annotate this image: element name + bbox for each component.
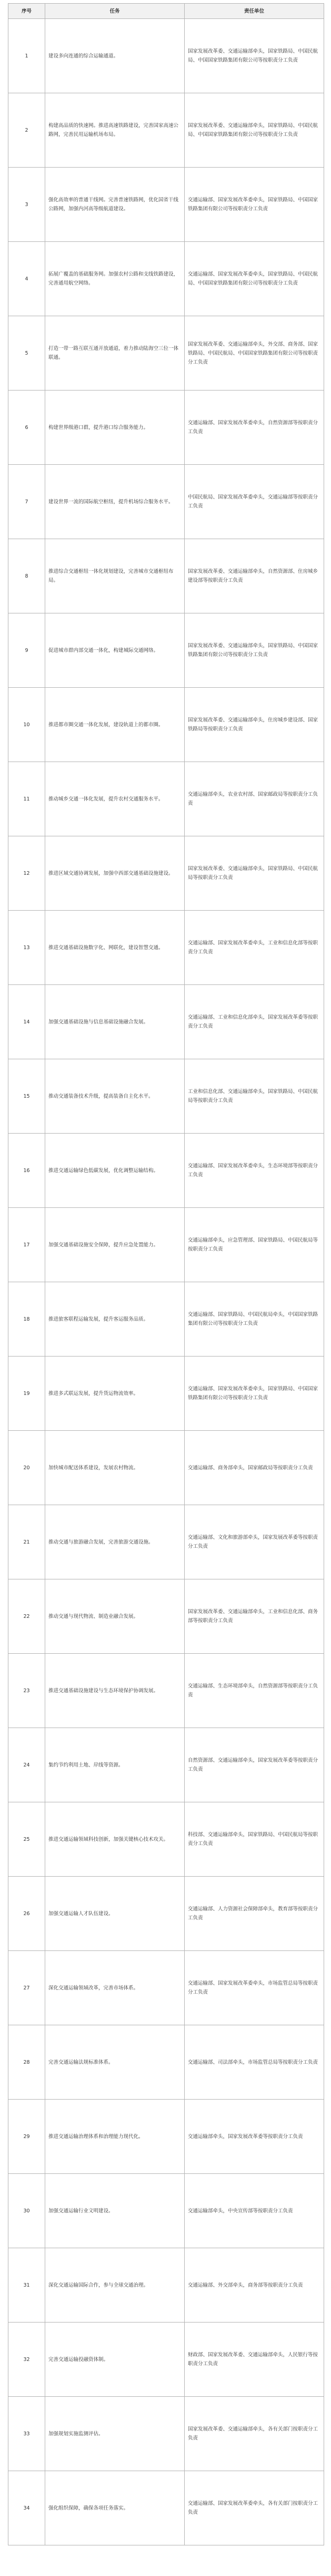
row-number: 24	[8, 1728, 45, 1802]
table-row	[8, 1877, 324, 1951]
task-text: 推进旅客联程运输发展，提升客运服务品质。	[48, 1316, 149, 1322]
row-units	[185, 93, 324, 167]
units-text: 国家发展改革委、交通运输部牵头，国家铁路局、中国国家铁路集团有限公司等按职责分工负责	[188, 643, 318, 658]
task-text: 深化交通运输领域改革，完善市场体系。	[48, 1985, 139, 1991]
row-units	[185, 2100, 324, 2173]
row-number: 20	[8, 1431, 45, 1505]
task-text: 建设多向连通的综合运输通道。	[48, 53, 119, 59]
table-row	[8, 1208, 324, 1282]
row-number: 3	[8, 168, 45, 241]
units-text: 科技部、交通运输部牵头，国家铁路局、中国民航局等按职责分工负责	[188, 1832, 318, 1847]
units-text: 交通运输部牵头，国家发展改革委等按职责分工负责	[188, 2133, 303, 2140]
units-text: 财政部、国家发展改革委、交通运输部牵头，人民银行等按职责分工负责	[188, 2352, 318, 2367]
task-text: 加强交通运输人才队伍建设。	[48, 1910, 114, 1917]
row-units	[185, 1654, 324, 1728]
table-row	[8, 1951, 324, 2025]
table-body	[8, 19, 324, 2545]
table-row	[8, 762, 324, 836]
task-text: 推动交通与现代物流、制造业融合发展。	[48, 1613, 139, 1619]
row-number: 31	[8, 2248, 45, 2322]
row-task	[45, 539, 185, 613]
row-number: 32	[8, 2323, 45, 2396]
row-task	[45, 1877, 185, 1950]
row-task	[45, 1728, 185, 1802]
table-row	[8, 1357, 324, 1431]
task-text: 强化高效率的普通干线网。完善普速铁路网，优化国省干线公路网，加强内河高等级航道建设。	[48, 197, 179, 212]
row-task	[45, 1579, 185, 1653]
units-text: 交通运输部、国家发展改革委牵头，市场监管总局等按职责分工负责	[188, 1980, 318, 1995]
row-units	[185, 2025, 324, 2099]
table-row	[8, 1579, 324, 1654]
units-text: 国家发展改革委、交通运输部牵头，国家铁路局、中国民航局、中国国家铁路集团有限公司等按职责分工负责	[188, 123, 318, 138]
row-task	[45, 316, 185, 390]
row-task	[45, 168, 185, 241]
row-task	[45, 1059, 185, 1133]
row-units	[185, 465, 324, 539]
units-text: 交通运输部、国家发展改革委牵头，工业和信息化部等按职责分工负责	[188, 940, 318, 955]
row-number: 15	[8, 1059, 45, 1133]
task-text: 加强交通基础设施与信息基础设施融合发展。	[48, 1019, 149, 1025]
units-text: 交通运输部、国家发展改革委牵头，各有关部门按职责分工负责	[188, 2501, 318, 2515]
header-task: 任务	[45, 4, 185, 18]
task-text: 加快城市配送体系建设，发展农村物流。	[48, 1465, 139, 1471]
units-text: 交通运输部、生态环境部牵头，自然资源部等按职责分工负责	[188, 1683, 318, 1698]
row-task	[45, 19, 185, 93]
header-units: 责任单位	[185, 4, 324, 18]
units-text: 中国民航局、国家发展改革委牵头，交通运输部等按职责分工负责	[188, 494, 318, 509]
row-number: 34	[8, 2471, 45, 2545]
task-text: 推进多式联运发展，提升货运物流效率。	[48, 1390, 139, 1397]
row-task	[45, 2471, 185, 2545]
units-text: 交通运输部、司法部牵头，市场监管总局等按职责分工负责	[188, 2059, 318, 2065]
row-task	[45, 688, 185, 762]
units-text: 交通运输部、国家铁路局、中国民航局牵头，中国国家铁路集团有限公司等按职责分工负责	[188, 1312, 318, 1326]
row-task	[45, 2174, 185, 2248]
table-row	[8, 2471, 324, 2545]
row-number: 10	[8, 688, 45, 762]
row-number: 30	[8, 2174, 45, 2248]
row-task	[45, 242, 185, 316]
task-text: 深化交通运输国际合作，参与全球交通治理。	[48, 2282, 149, 2288]
row-task	[45, 2397, 185, 2471]
units-text: 自然资源部、交通运输部牵头，国家发展改革委等按职责分工负责	[188, 1758, 318, 1772]
task-text: 强化组织保障，确保各项任务落实。	[48, 2505, 129, 2511]
units-text: 交通运输部牵头，中央宣传部等按职责分工负责	[188, 2208, 293, 2214]
units-text: 国家发展改革委、交通运输部牵头，国家铁路局、中国民航局、中国国家铁路集团有限公司等按职责分工负责	[188, 48, 318, 63]
units-text: 交通运输部、国家发展改革委牵头，生态环境部等按职责分工负责	[188, 1163, 318, 1178]
row-units	[185, 1951, 324, 2025]
units-text: 交通运输部、国家发展改革委牵头，国家铁路局、中国国家铁路集团有限公司等按职责分工负责	[188, 1386, 318, 1401]
task-text: 完善交通运输投融资体制。	[48, 2356, 109, 2363]
table-row	[8, 19, 324, 93]
row-task	[45, 2100, 185, 2173]
table-row	[8, 391, 324, 465]
row-number: 29	[8, 2100, 45, 2173]
task-text: 推进交通基础设施建设与生态环境保护协调发展。	[48, 1687, 159, 1694]
units-text: 国家发展改革委、交通运输部牵头，各有关部门按职责分工负责	[188, 2426, 318, 2441]
units-text: 交通运输部、国家发展改革委牵头，国家铁路局、中国民航局、中国国家铁路集团有限公司等按职责分工负责	[188, 271, 318, 286]
table-row	[8, 836, 324, 911]
row-units	[185, 242, 324, 316]
units-text: 交通运输部牵头，应急管理部、国家铁路局、中国民航局等按职责分工负责	[188, 1237, 318, 1252]
task-table	[8, 3, 324, 2545]
row-task	[45, 1431, 185, 1505]
units-text: 交通运输部、商务部牵头，国家邮政局等按职责分工负责	[188, 1465, 313, 1471]
row-units	[185, 985, 324, 1059]
task-text: 推进交通运输绿色低碳发展，优化调整运输结构。	[48, 1167, 159, 1174]
row-task	[45, 2248, 185, 2322]
table-row	[8, 465, 324, 539]
task-text: 推进区域交通协调发展，加强中西部交通基础设施建设。	[48, 870, 174, 876]
row-units	[185, 1134, 324, 1207]
table-row	[8, 688, 324, 762]
units-text: 交通运输部牵头，农业农村部、国家邮政局等按职责分工负责	[188, 792, 318, 806]
task-text: 推进都市圈交通一体化发展，建设轨道上的都市圈。	[48, 721, 164, 728]
units-text: 工业和信息化部、交通运输部牵头，国家铁路局、中国民航局等按职责分工负责	[188, 1089, 318, 1104]
row-number: 6	[8, 391, 45, 464]
table-row	[8, 168, 324, 242]
row-units	[185, 1208, 324, 1282]
header-number: 序号	[8, 4, 45, 18]
row-units	[185, 1282, 324, 1356]
task-text: 建设世界一流的国际航空枢纽，提升机场综合服务水平。	[48, 499, 174, 505]
row-number: 27	[8, 1951, 45, 2025]
row-task	[45, 1505, 185, 1579]
units-text: 交通运输部、文化和旅游部牵头，国家发展改革委等按职责分工负责	[188, 1535, 318, 1549]
row-number: 21	[8, 1505, 45, 1579]
row-task	[45, 1802, 185, 1876]
row-units	[185, 1431, 324, 1505]
units-text: 交通运输部、人力资源社会保障部牵头，教育部等按职责分工负责	[188, 1906, 318, 1921]
row-units	[185, 391, 324, 464]
table-row	[8, 1059, 324, 1134]
row-units	[185, 168, 324, 241]
row-task	[45, 613, 185, 687]
task-text: 构建世界级港口群，提升港口综合服务能力。	[48, 424, 149, 431]
row-task	[45, 1357, 185, 1430]
row-units	[185, 613, 324, 687]
table-row	[8, 2025, 324, 2100]
row-number: 19	[8, 1357, 45, 1430]
task-text: 加强交通运输行业文明建设。	[48, 2208, 114, 2214]
row-task	[45, 391, 185, 464]
units-text: 国家发展改革委、交通运输部牵头，住房城乡建设部、国家铁路局等按职责分工负责	[188, 717, 318, 732]
row-number: 12	[8, 836, 45, 910]
row-units	[185, 19, 324, 93]
task-text: 推进交通运输领域科技创新，加强关键核心技术攻关。	[48, 1836, 169, 1842]
table-row	[8, 613, 324, 688]
row-number: 33	[8, 2397, 45, 2471]
row-number: 23	[8, 1654, 45, 1728]
row-units	[185, 2397, 324, 2471]
row-task	[45, 1208, 185, 1282]
row-number: 28	[8, 2025, 45, 2099]
table-row	[8, 93, 324, 168]
row-task	[45, 985, 185, 1059]
task-text: 推动城乡交通一体化发展，提升农村交通服务水平。	[48, 796, 164, 802]
table-row	[8, 1431, 324, 1505]
task-text: 推动交通装备技术升级，提高装备自主化水平。	[48, 1093, 154, 1099]
units-text: 国家发展改革委、交通运输部牵头，国家铁路局、中国民航局等按职责分工负责	[188, 866, 318, 881]
row-number: 8	[8, 539, 45, 613]
row-task	[45, 911, 185, 984]
row-number: 16	[8, 1134, 45, 1207]
task-text: 推动交通与旅游融合发展，完善旅游交通设施。	[48, 1539, 154, 1545]
table-row	[8, 911, 324, 985]
row-task	[45, 1134, 185, 1207]
row-number: 14	[8, 985, 45, 1059]
row-number: 7	[8, 465, 45, 539]
row-task	[45, 762, 185, 836]
row-units	[185, 1357, 324, 1430]
table-header-row	[8, 4, 324, 19]
table-row	[8, 985, 324, 1059]
row-number: 4	[8, 242, 45, 316]
row-units	[185, 1802, 324, 1876]
table-row	[8, 1802, 324, 1877]
row-number: 13	[8, 911, 45, 984]
row-units	[185, 2248, 324, 2322]
row-units	[185, 1059, 324, 1133]
row-units	[185, 1579, 324, 1653]
task-text: 完善交通运输法规标准体系。	[48, 2059, 114, 2065]
units-text: 交通运输部、工业和信息化部牵头，国家发展改革委等按职责分工负责	[188, 1014, 318, 1029]
row-task	[45, 1654, 185, 1728]
row-units	[185, 316, 324, 390]
task-text: 加强交通基础设施安全保障，提升应急处置能力。	[48, 1242, 159, 1248]
task-text: 推进交通运输治理体系和治理能力现代化。	[48, 2133, 144, 2140]
units-text: 国家发展改革委、交通运输部牵头，自然资源部、住房城乡建设部等按职责分工负责	[188, 569, 318, 583]
row-units	[185, 911, 324, 984]
row-number: 26	[8, 1877, 45, 1950]
task-text: 打造一带一路互联互通开放通道，着力推动陆海空三位一体联通。	[48, 346, 179, 360]
row-number: 11	[8, 762, 45, 836]
table-row	[8, 539, 324, 613]
table-row	[8, 2248, 324, 2323]
units-text: 国家发展改革委、交通运输部牵头，外交部、商务部、国家铁路局、中国民航局、中国国家铁路集团有限公司等按职责分工负责	[188, 341, 318, 365]
table-row	[8, 1282, 324, 1357]
table-row	[8, 2397, 324, 2471]
task-text: 促进城市群内部交通一体化，构建城际交通网络。	[48, 647, 159, 653]
task-text: 推进交通基础设施数字化、网联化，建设智慧交通。	[48, 944, 164, 951]
row-units	[185, 1505, 324, 1579]
row-number: 2	[8, 93, 45, 167]
task-text: 集约节约利用土地、岸线等资源。	[48, 1762, 124, 1768]
row-number: 5	[8, 316, 45, 390]
task-text: 推进综合交通枢纽一体化规划建设，完善城市交通枢纽布局。	[48, 569, 174, 583]
units-text: 交通运输部、国家发展改革委牵头，国家铁路局、中国国家铁路集团有限公司等按职责分工负责	[188, 197, 318, 212]
row-number: 17	[8, 1208, 45, 1282]
table-row	[8, 2174, 324, 2248]
row-units	[185, 688, 324, 762]
units-text: 交通运输部、外交部牵头，商务部等按职责分工负责	[188, 2282, 303, 2288]
row-units	[185, 1877, 324, 1950]
table-row	[8, 242, 324, 316]
units-text: 国家发展改革委、交通运输部牵头，工业和信息化部、商务部等按职责分工负责	[188, 1609, 318, 1624]
row-units	[185, 2323, 324, 2396]
table-row	[8, 316, 324, 391]
row-number: 25	[8, 1802, 45, 1876]
task-text: 拓展广覆盖的基础服务网。加强农村公路和支线铁路建设，完善通用航空网络。	[48, 271, 179, 286]
row-units	[185, 539, 324, 613]
table-row	[8, 2100, 324, 2174]
table-row	[8, 2323, 324, 2397]
units-text: 交通运输部、国家发展改革委牵头，自然资源部等按职责分工负责	[188, 420, 318, 435]
table-row	[8, 1505, 324, 1579]
row-task	[45, 1282, 185, 1356]
row-units	[185, 762, 324, 836]
row-number: 22	[8, 1579, 45, 1653]
row-task	[45, 2323, 185, 2396]
row-number: 18	[8, 1282, 45, 1356]
row-units	[185, 2471, 324, 2545]
row-task	[45, 465, 185, 539]
task-text: 构建高品质的快速网。推进高速铁路建设，完善国家高速公路网，完善民用运输机场布局。	[48, 123, 179, 138]
table-row	[8, 1654, 324, 1728]
row-number: 1	[8, 19, 45, 93]
row-units	[185, 836, 324, 910]
row-units	[185, 1728, 324, 1802]
row-number: 9	[8, 613, 45, 687]
row-task	[45, 836, 185, 910]
row-task	[45, 1951, 185, 2025]
row-units	[185, 2174, 324, 2248]
task-text: 加强规划实施监测评估。	[48, 2431, 104, 2437]
row-task	[45, 93, 185, 167]
table-row	[8, 1134, 324, 1208]
table-row	[8, 1728, 324, 1802]
row-task	[45, 2025, 185, 2099]
